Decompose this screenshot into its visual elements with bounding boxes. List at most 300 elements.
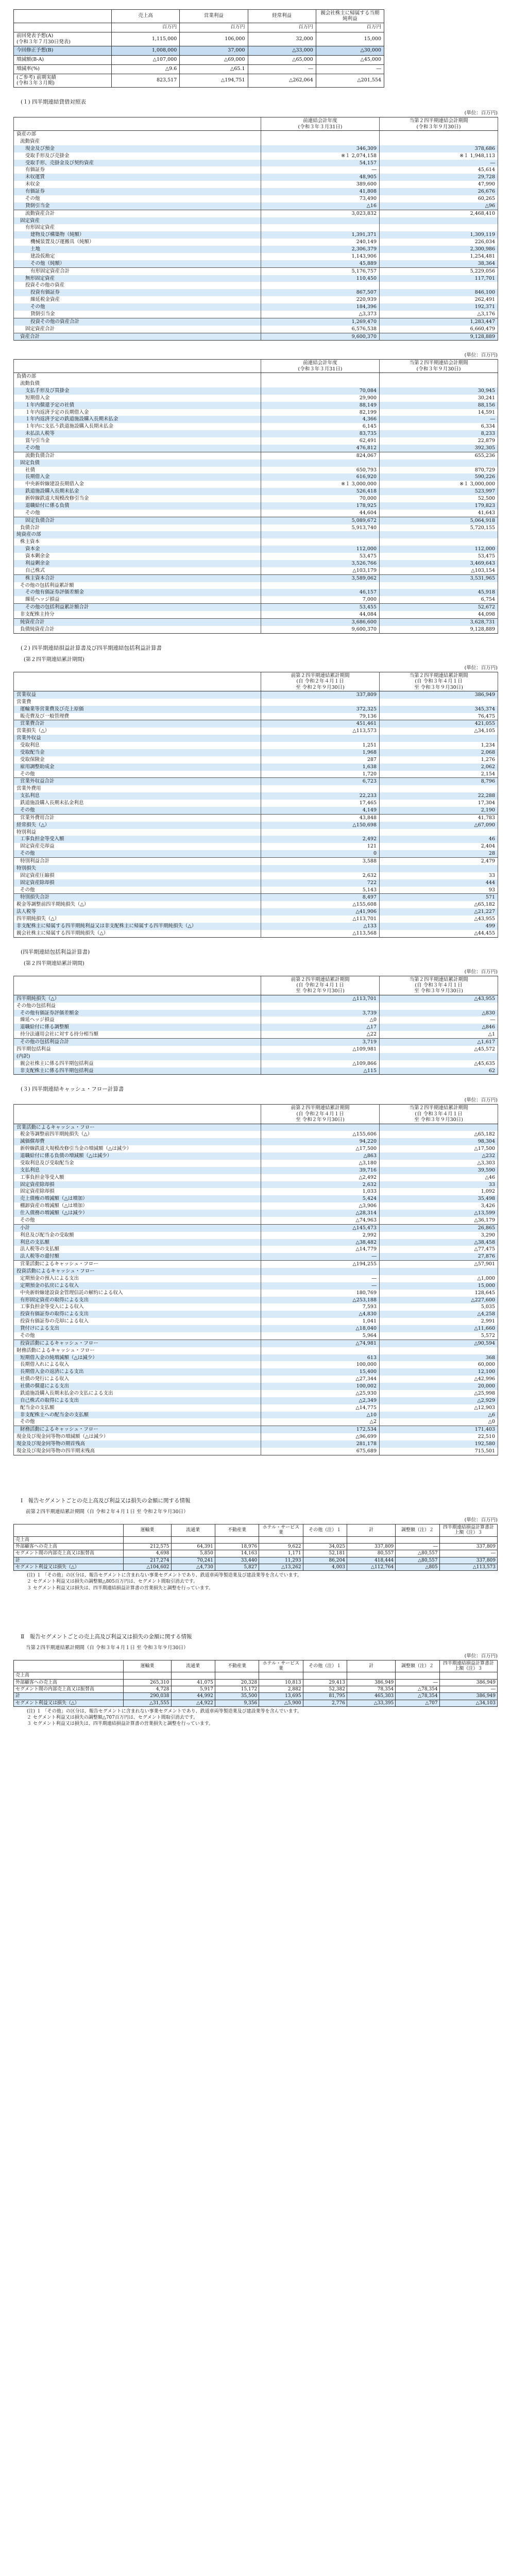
seg2-value-cell [259,1672,303,1679]
cf-row-current: △57,901 [380,1261,498,1268]
ci-row-current: △846 [380,1024,498,1031]
bs1-row-label: 受取手形及び売掛金 [14,152,261,160]
cf-row-prior [261,1268,380,1275]
cf-row-current: △2,929 [380,1397,498,1404]
bs1-row-label: 未収運賃 [14,174,261,181]
cf-row-label: 現金及び現金同等物の増減額（△は減少） [14,1433,261,1440]
cf-header-col2-line: 当第２四半期連結累計期間 [409,1105,468,1111]
bs1-header-col2 [380,117,498,131]
pl-row [14,785,498,792]
bs1-row-prior: △3,373 [261,311,380,318]
pl-row-prior: △113,701 [261,916,380,923]
cf-header-col2-line: (自 令和３年４月１日 [415,1111,463,1117]
ci-header-col1-line: 前第２四半期連結累計期間 [291,976,350,982]
bs2-row [14,604,498,611]
ci-unit: (単位：百万円) [464,969,498,975]
cf-row-prior: 5,424 [261,1195,380,1202]
bs2-header-col2-line: (令和３年９月30日) [416,366,461,372]
seg1-row-label: 売上高 [14,1536,124,1543]
seg1-value-cell: 418,444 [347,1557,395,1564]
pl-row [14,850,498,857]
seg1-value-cell [303,1536,347,1543]
seg2-row-label: 売上高 [14,1672,124,1679]
cf-row-current: △46 [380,1174,498,1181]
forecast-value-cell: △107,000 [112,55,180,64]
bs2-row [14,510,498,517]
forecast-value-cell: 1,115,000 [112,32,180,46]
cf-row [14,1318,498,1325]
cf-row [14,1124,498,1131]
ci-row-prior: △109,866 [261,1060,380,1067]
bs1-row-current: 5,229,056 [380,267,498,275]
seg1-row [14,1557,498,1564]
cf-row [14,1404,498,1412]
bs2-row-prior: 112,000 [261,546,380,553]
cf-row-label: 法人税等の支払額 [14,1246,261,1253]
pl-header-col2-line: 当第２四半期連結累計期間 [409,672,468,679]
ci-row-current: △830 [380,1010,498,1017]
forecast-row-sublabel: (令和３年７月30日発表) [16,39,71,45]
bs2-row [14,582,498,589]
pl-row-prior: △113,573 [261,727,380,735]
bs2-row-label: 繰延ヘッジ損益 [14,596,261,603]
bs2-row-current [380,531,498,538]
cf-row-prior: 100,000 [261,1361,380,1368]
bs2-row-current: 9,128,889 [380,626,498,633]
seg2-header-cell [14,1660,124,1672]
cf-row-prior: ― [261,1282,380,1290]
bs1-row-current: ※１ 1,948,113 [380,152,498,160]
bs1-row [14,202,498,210]
cf-row-label: 小計 [14,1224,261,1231]
bs2-row-label: 流動負債合計 [14,452,261,459]
seg2-header-cell: 流通業 [171,1660,215,1672]
seg1-value-cell: 11,293 [259,1557,303,1564]
pl-row-current: 22,288 [380,792,498,800]
seg2-value-cell: 52,382 [303,1686,347,1693]
bs2-row-label: 鉄道施設購入長期未払金 [14,488,261,495]
bs2-row-label: その他の包括利益累計額合計 [14,604,261,611]
cf-row-label: 新幹線鉄道大規模改修引当金の増減額（△は減少） [14,1145,261,1153]
bs2-row [14,467,498,474]
bs1-row-prior: 867,507 [261,289,380,296]
bs1-row-prior: 184,396 [261,303,380,311]
pl-row [14,843,498,850]
cf-row-label: 配当金の支払額 [14,1404,261,1412]
cf-row-prior: 172,534 [261,1426,380,1433]
cf-row-current: 26,865 [380,1224,498,1231]
cf-header-row [14,1105,498,1124]
seg1-row [14,1543,498,1550]
cf-row-current: 1,092 [380,1188,498,1195]
cf-row-current: 33 [380,1181,498,1189]
cf-row-current: △90,594 [380,1340,498,1347]
ci-row-current: △45,572 [380,1046,498,1053]
pl-row-prior [261,785,380,792]
ci-row-current [380,1003,498,1010]
bs2-row-current [380,538,498,546]
cf-row-prior: △2 [261,1418,380,1426]
cf-row-current: 39,590 [380,1167,498,1174]
bs2-row-current: 8,233 [380,430,498,437]
bs2-header-col1-line: (令和３年３月31日) [298,366,343,372]
seg2-note: (注) １ 「その他」の区分は、報告セグメントに含まれない事業セグメントであり、鉄道車両等製造業及び建設業等を含んでいます。 [27,1709,302,1715]
ci-row [14,1010,498,1017]
bs1-row-label: 固定資産合計 [14,326,261,333]
seg2-row [14,1686,498,1693]
bs1-row-label: その他 [14,303,261,311]
forecast-unit-cell: 百万円 [248,23,316,32]
pl-header-blank [14,672,261,691]
pl-row-current: 444 [380,879,498,887]
bs2-row-current: 655,236 [380,452,498,459]
bs2-row [14,430,498,437]
forecast-value-cell: △262,064 [248,74,316,88]
bs2-row [14,387,498,395]
bs1-row-label: 受取手形、売掛金及び契約資産 [14,160,261,167]
cf-row-prior: △145,473 [261,1224,380,1231]
seg1-header-cell: 運輸業 [124,1524,171,1536]
bs1-row-label: 資産の部 [14,131,261,138]
seg2-header-row [14,1660,498,1672]
bs1-row-prior: ― [261,166,380,174]
bs2-row-current: 44,098 [380,611,498,618]
cf-row-label: 利息の支払額 [14,1239,261,1246]
pl-row-prior: 1,720 [261,771,380,778]
seg2-value-cell: 13,695 [259,1693,303,1700]
forecast-row-label [14,64,112,74]
bs1-row-prior [261,138,380,145]
pl-row [14,742,498,749]
pl-row-current: △43,955 [380,916,498,923]
cf-row-label: 工事負担金等受入による収入 [14,1303,261,1311]
bs2-row-label: 純資産合計 [14,618,261,625]
ci-row [14,1016,498,1024]
cf-row-label: 売上債権の増減額（△は増加） [14,1195,261,1202]
pl-header-row [14,672,498,691]
seg1-row-label: 計 [14,1557,124,1564]
ci-subtitle: (第２四半期連結累計期間) [24,960,84,967]
ci-row-prior: △17 [261,1024,380,1031]
seg2-note: ３ セグメント利益又は損失は、四半期連結損益計算書の営業損失と調整を行っています。 [27,1721,214,1727]
cf-row-current: 35,498 [380,1195,498,1202]
pl-row-current: 33 [380,872,498,879]
seg1-note: (注) １ 「その他」の区分は、報告セグメントに含まれない事業セグメントであり、鉄道車両等製造業及び建設業等を含んでいます。 [27,1573,302,1579]
pl-row-label: 営業外費用 [14,785,261,792]
cf-row [14,1448,498,1455]
cf-row-current: △25,998 [380,1390,498,1397]
bs1-header-col2-line: (令和３年９月30日) [416,124,461,130]
bs2-row-current: 392,305 [380,445,498,452]
cf-row-current: 5,572 [380,1332,498,1340]
cf-row-prior: △194,255 [261,1261,380,1268]
cf-row-label: 長期借入れによる収入 [14,1361,261,1368]
ci-row-label: その他の包括利益 [14,1003,261,1010]
cf-row-current: 22,510 [380,1433,498,1440]
seg2-value-cell [124,1672,171,1679]
pl-row-label: 支払利息 [14,792,261,800]
bs2-row [14,452,498,459]
bs2-row-current: 53,475 [380,553,498,560]
pl-row [14,727,498,735]
pl-row-label: 特別利益合計 [14,858,261,865]
cf-row-prior: ― [261,1253,380,1260]
pl-row-prior [261,735,380,742]
seg1-unit: (単位：百万円) [464,1517,498,1523]
cf-row-prior: △14,775 [261,1404,380,1412]
ci-title: (四半期連結包括利益計算書) [21,948,90,955]
forecast-value-cell: △30,000 [316,46,384,55]
ci-header-col2-line: 当第２四半期連結累計期間 [409,976,468,982]
pl-row-label: 特別利益 [14,829,261,836]
cf-row [14,1426,498,1433]
bs2-row-current: 22,879 [380,437,498,445]
seg1-value-cell: 337,809 [439,1543,497,1550]
pl-row-label: 固定資産圧縮損 [14,872,261,879]
pl-row-prior: 3,588 [261,858,380,865]
cf-row [14,1311,498,1318]
cf-row-label: その他 [14,1332,261,1340]
bs2-row-label: 中央新幹線建設長期借入金 [14,481,261,488]
ci-row [14,1003,498,1010]
bs2-row-label: 未払法人税等 [14,430,261,437]
cf-row [14,1340,498,1347]
pl-subtitle: (第２四半期連結累計期間) [24,656,84,663]
pl-row-prior: △155,608 [261,901,380,908]
pl-title: (２) 四半期連結損益計算書及び四半期連結包括利益計算書 [21,645,162,651]
document-page [13,0,498,1738]
pl-row-prior [261,829,380,836]
bs2-row [14,502,498,510]
pl-row-label: 受取配当金 [14,749,261,756]
bs1-row-current: 262,491 [380,296,498,303]
cf-row-current: 2,991 [380,1318,498,1325]
seg2-value-cell: △34,103 [439,1700,497,1706]
ci-row-label: 四半期純損失（△） [14,995,261,1002]
bs2-row-current: 14,591 [380,409,498,416]
bs1-row-current: 2,300,986 [380,246,498,253]
cf-row-current: 20,000 [380,1383,498,1390]
pl-row-label: 特別損失合計 [14,894,261,901]
bs1-row-label: 建物及び構築物（純額） [14,231,261,239]
forecast-row [14,74,384,88]
bs2-row-prior: 83,735 [261,430,380,437]
cf-row [14,1332,498,1340]
cf-row-current: 27,876 [380,1253,498,1260]
bs1-row-prior: 220,939 [261,296,380,303]
bs-unit: (単位：百万円) [464,110,498,116]
cf-row-label: 非支配株主への配当金の支払額 [14,1412,261,1419]
seg1-value-cell: 86,204 [303,1557,347,1564]
seg2-header-cell: 計 [347,1660,395,1672]
cf-row-label: 受取利息及び受取配当金 [14,1160,261,1167]
pl-header-col2-line: (自 令和３年４月１日 [415,679,463,685]
cf-row [14,1253,498,1260]
bs2-row-current: ― [380,416,498,423]
bs2-row-label: 資本剰余金 [14,553,261,560]
bs2-row-current: 3,469,643 [380,560,498,567]
seg2-value-cell: ― [439,1686,497,1693]
bs2-row-prior: 3,589,062 [261,574,380,582]
seg1-header-cell: ホテル・サービス業 [259,1524,303,1536]
pl-row-label: 非支配株主に帰属する四半期純利益又は非支配株主に帰属する四半期純損失（△） [14,923,261,930]
cf-row [14,1261,498,1268]
pl-row [14,735,498,742]
bs2-row-prior [261,373,380,380]
bs2-row-prior: 650,793 [261,467,380,474]
bs2-row-label: 固定負債 [14,460,261,467]
forecast-value-cell: 823,517 [112,74,180,88]
ci-row-label: (内訳) [14,1053,261,1060]
seg1-value-cell [259,1536,303,1543]
seg1-row [14,1564,498,1570]
bs1-row [14,303,498,311]
cf-row-label: 定期預金の払戻による収入 [14,1282,261,1290]
pl-row-label: 受取保険金 [14,756,261,764]
pl-row-current: △65,182 [380,901,498,908]
seg1-header-cell: 計 [347,1524,395,1536]
seg1-value-cell: △104,602 [124,1564,171,1570]
seg1-value-cell: 217,274 [124,1557,171,1564]
cf-row [14,1361,498,1368]
forecast-row-label-text: 増減額(B-A) [16,57,44,63]
bs2-row-label: 固定負債合計 [14,517,261,524]
bs1-row-current: 45,614 [380,166,498,174]
bs2-row-prior [261,460,380,467]
bs1-row [14,231,498,239]
seg1-value-cell: 80,557 [347,1550,395,1557]
seg2-value-cell: 386,949 [347,1679,395,1686]
bs2-row [14,380,498,387]
segment-table-prior [13,1524,498,1571]
seg2-value-cell: 81,795 [303,1693,347,1700]
bs2-row [14,445,498,452]
bs1-row-label: 貸倒引当金 [14,202,261,210]
cf-row-label: 仕入債務の増減額（△は減少） [14,1210,261,1217]
seg2-value-cell: 386,949 [439,1693,497,1700]
forecast-row [14,64,384,74]
cf-row-current: 128,645 [380,1290,498,1297]
pl-row-current: 28 [380,850,498,857]
seg2-value-cell: 41,075 [171,1679,215,1686]
bs2-row [14,567,498,574]
cf-row-label: 投資有価証券の売却による収入 [14,1318,261,1325]
cf-header-col2-line: 至 令和３年９月30日) [414,1117,463,1123]
bs1-row-prior: 45,889 [261,260,380,267]
bs1-row-label: 投資有価証券 [14,289,261,296]
seg2-value-cell: 15,172 [215,1686,259,1693]
pl-row-prior: △41,906 [261,908,380,916]
cf-row-current: 171,403 [380,1426,498,1433]
cf-row-label: 短期借入金の純増減額（△は減少） [14,1354,261,1362]
pl-row [14,829,498,836]
bs1-row-label: 有形固定資産合計 [14,267,261,275]
cf-row-prior: 5,964 [261,1332,380,1340]
forecast-header-blank [14,10,112,23]
segment-table-current [13,1660,498,1707]
ci-row-label: 繰延ヘッジ損益 [14,1016,261,1024]
bs2-row [14,423,498,430]
seg2-unit: (単位：百万円) [464,1653,498,1659]
bs1-row-current: 26,676 [380,188,498,195]
pl-row-prior: 121 [261,843,380,850]
forecast-value-cell: △9.6 [112,64,180,74]
cf-row-current: △38,458 [380,1239,498,1246]
cf-row [14,1412,498,1419]
forecast-row-label [14,46,112,55]
seg2-value-cell: 35,500 [215,1693,259,1700]
pl-row-prior: 6,723 [261,778,380,785]
cf-row [14,1440,498,1448]
cf-row-prior: △25,930 [261,1390,380,1397]
cf-row [14,1282,498,1290]
bs2-row-current: 870,729 [380,467,498,474]
bs2-row-label: 負債純資産合計 [14,626,261,633]
bs1-row [14,181,498,188]
pl-row-label: 鉄道施設購入長期未払金利息 [14,800,261,807]
seg1-value-cell: △805 [396,1564,439,1570]
cf-row-current: △42,996 [380,1376,498,1383]
ci-row-label: 四半期包括利益 [14,1046,261,1053]
seg1-row [14,1550,498,1557]
seg1-header-cell: 調整額（注）２ [396,1524,439,1536]
bs1-row-prior: 1,269,470 [261,318,380,325]
pl-row-current: 46 [380,836,498,843]
bs2-row-prior: 3,686,600 [261,618,380,625]
bs2-row-current: 52,500 [380,495,498,502]
seg2-value-cell: 10,813 [259,1679,303,1686]
bs2-row-label: 自己株式 [14,567,261,574]
bs2-row [14,402,498,409]
seg1-value-cell: △80,557 [396,1550,439,1557]
segment-notes-prior [27,1572,498,1591]
bs1-row [14,326,498,333]
bs1-row [14,195,498,202]
pl-header-col2 [380,672,498,691]
bs1-row-current: 29,728 [380,174,498,181]
income-statement [13,672,498,938]
cf-row-current: 98,304 [380,1138,498,1145]
pl-row-label: 営業外収益合計 [14,778,261,785]
forecast-unit-cell: 百万円 [112,23,180,32]
cf-row-label: 有形固定資産の取得による支出 [14,1297,261,1304]
bs1-row-label: 流動資産 [14,138,261,145]
cf-row-current: △36,179 [380,1217,498,1224]
bs1-row [14,333,498,341]
pl-header-col1-line: 前第２四半期連結累計期間 [291,672,350,679]
seg2-value-cell [439,1672,497,1679]
cf-row-current: 12,100 [380,1368,498,1376]
forecast-value-cell: 106,000 [180,32,248,46]
ci-row-prior: 3,719 [261,1039,380,1046]
seg2-value-cell: 290,038 [124,1693,171,1700]
seg2-value-cell: 20,328 [215,1679,259,1686]
cf-row-prior: △96,699 [261,1433,380,1440]
seg2-value-cell: 4,728 [124,1686,171,1693]
bs1-row-label: その他 [14,195,261,202]
pl-row [14,792,498,800]
cf-row-label: 貸付けによる支出 [14,1325,261,1332]
seg1-value-cell: 1,171 [259,1550,303,1557]
bs1-row-prior: 5,176,757 [261,267,380,275]
balance-sheet-assets [13,117,498,341]
seg2-header-cell: 不動産業 [215,1660,259,1672]
cf-row-current: 60,000 [380,1361,498,1368]
seg2-header-cell: 四半期連結損益計算書計上額（注）３ [439,1660,497,1672]
pl-row-current: 93 [380,887,498,894]
bs1-row-current: 1,254,481 [380,253,498,260]
pl-row-prior: 1,968 [261,749,380,756]
